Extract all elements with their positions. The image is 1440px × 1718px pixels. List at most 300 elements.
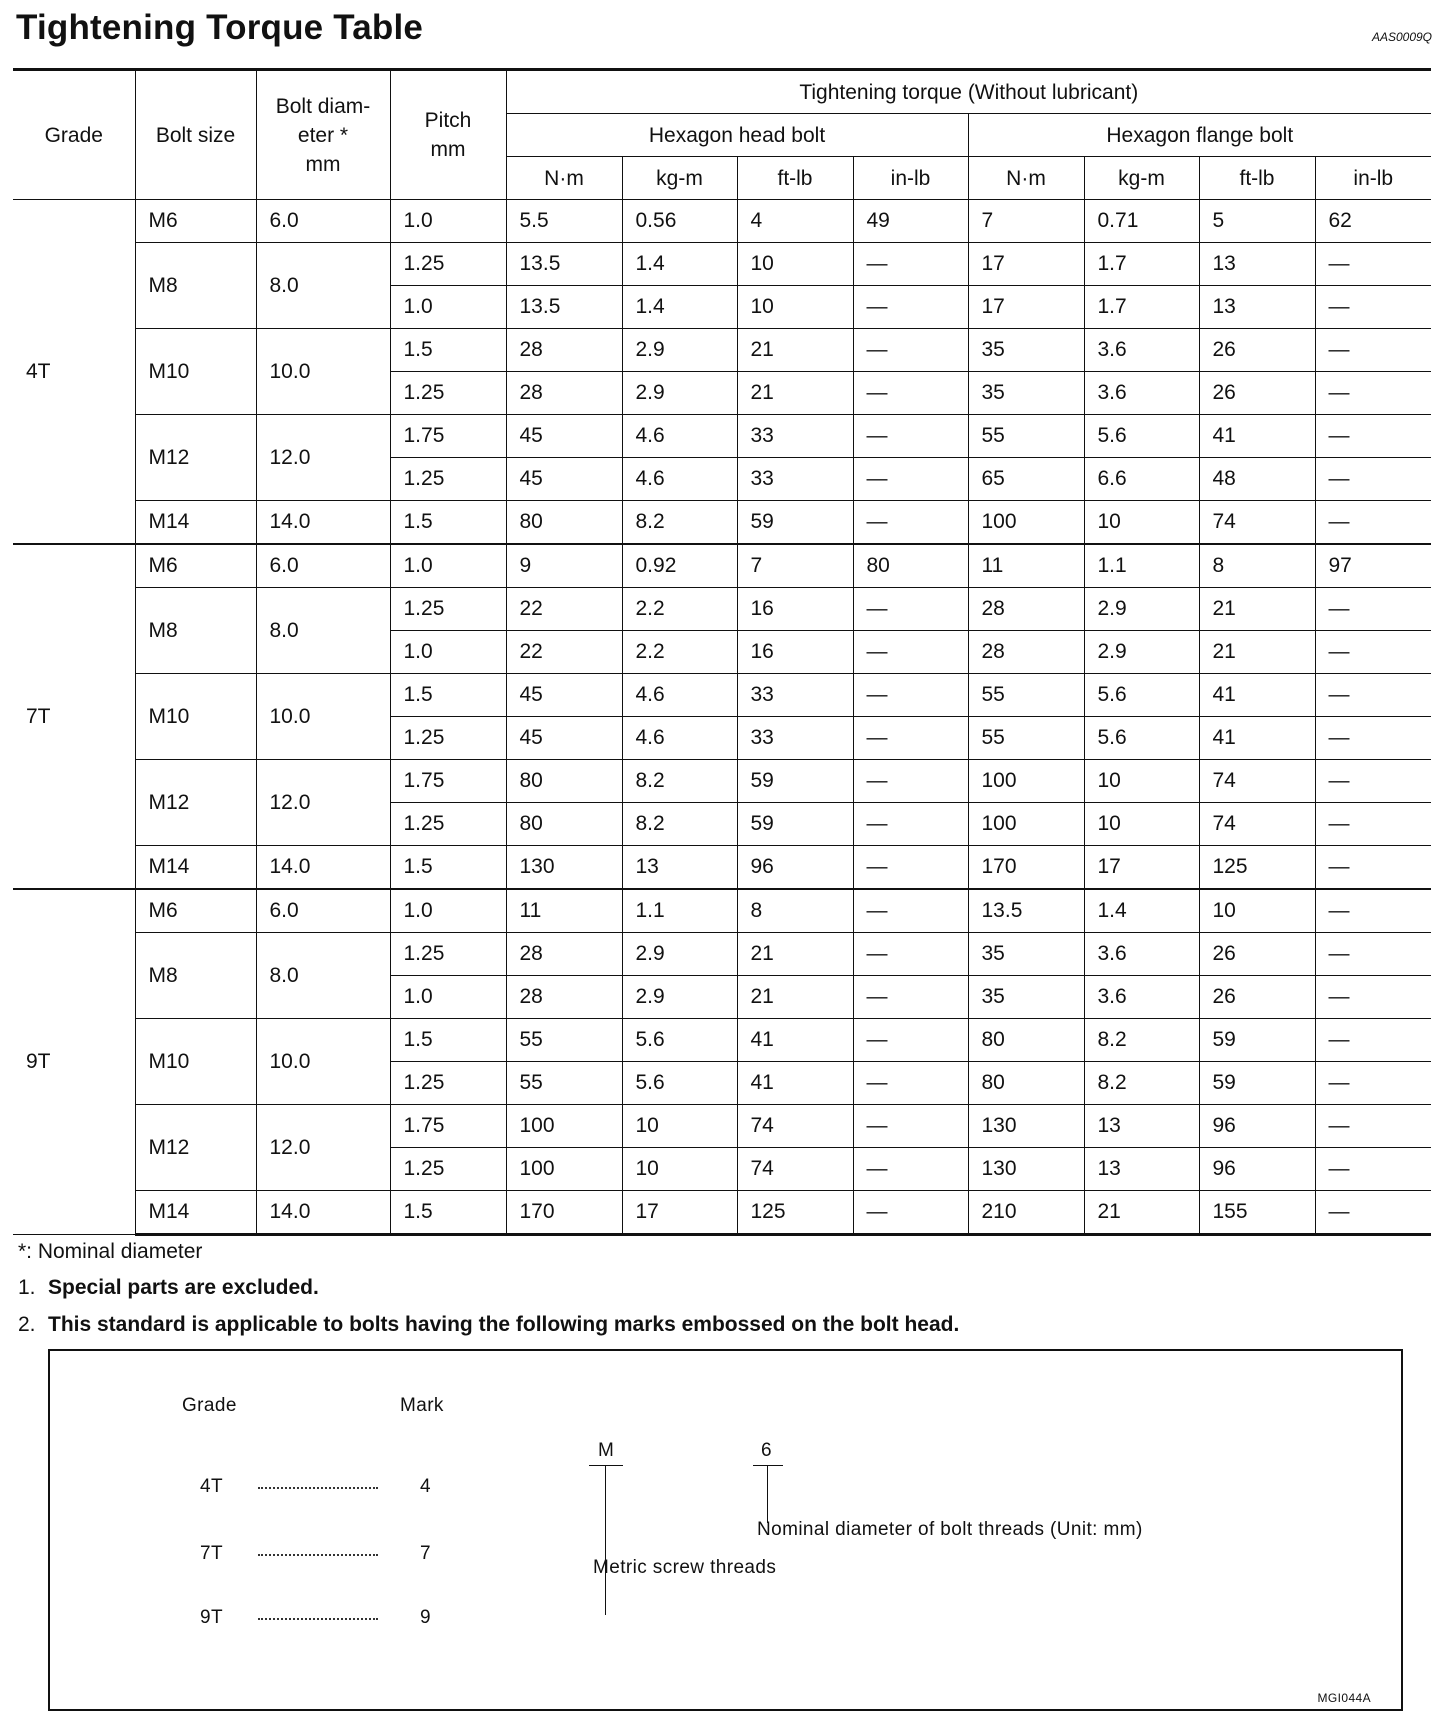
torque-value-cell: 155 (1199, 1191, 1315, 1235)
torque-value-cell: 80 (968, 1062, 1084, 1105)
table-row (13, 1191, 1431, 1235)
pitch-cell: 1.5 (390, 1191, 506, 1235)
grade-cell: 9T (13, 889, 135, 1235)
torque-value-cell: 55 (506, 1019, 622, 1062)
torque-value-cell: — (853, 933, 968, 976)
figure-grade: 9T (200, 1607, 223, 1628)
torque-value-cell: — (853, 1105, 968, 1148)
torque-value-cell: 41 (737, 1062, 853, 1105)
torque-value-cell: 3.6 (1084, 329, 1199, 372)
torque-value-cell: — (853, 760, 968, 803)
torque-value-cell: — (853, 1148, 968, 1191)
torque-value-cell: — (853, 415, 968, 458)
bolt-size-cell: M12 (135, 415, 256, 501)
pitch-cell: 1.25 (390, 933, 506, 976)
bolt-marks-figure (48, 1349, 1403, 1711)
torque-value-cell: 130 (506, 846, 622, 890)
figure-mark: 7 (420, 1543, 431, 1564)
torque-value-cell: 13 (622, 846, 737, 890)
torque-value-cell: 74 (1199, 501, 1315, 545)
torque-value-cell: 62 (1315, 200, 1431, 243)
symbol-6: 6 (761, 1440, 772, 1461)
pitch-cell: 1.0 (390, 976, 506, 1019)
figure-grade-header: Grade (182, 1395, 237, 1416)
torque-value-cell: — (853, 803, 968, 846)
header-bolt-size: Bolt size (135, 70, 256, 200)
torque-value-cell: 5.6 (622, 1019, 737, 1062)
torque-value-cell: — (853, 588, 968, 631)
torque-value-cell: — (853, 501, 968, 545)
torque-value-cell: 80 (506, 803, 622, 846)
torque-value-cell: 35 (968, 933, 1084, 976)
torque-value-cell: 35 (968, 372, 1084, 415)
torque-value-cell: — (1315, 1105, 1431, 1148)
torque-value-cell: 5.6 (622, 1062, 737, 1105)
torque-value-cell: — (1315, 458, 1431, 501)
torque-value-cell: 4.6 (622, 674, 737, 717)
torque-value-cell: 45 (506, 717, 622, 760)
header-tightening-torque: Tightening torque (Without lubricant) (506, 70, 1431, 114)
torque-value-cell: 10 (622, 1148, 737, 1191)
torque-value-cell: 96 (737, 846, 853, 890)
bolt-diameter-cell: 8.0 (256, 933, 390, 1019)
header-unit: N·m (506, 157, 622, 200)
note-item (18, 1313, 959, 1337)
table-row (13, 760, 1431, 803)
torque-value-cell: 5 (1199, 200, 1315, 243)
pitch-cell: 1.5 (390, 329, 506, 372)
note-item (18, 1276, 959, 1300)
torque-value-cell: — (853, 846, 968, 890)
torque-value-cell: — (853, 1019, 968, 1062)
torque-value-cell: 1.1 (622, 889, 737, 933)
torque-value-cell: 26 (1199, 976, 1315, 1019)
torque-value-cell: — (853, 674, 968, 717)
torque-value-cell: 21 (1199, 588, 1315, 631)
symbol-6-underline (753, 1465, 783, 1466)
bolt-diameter-cell: 10.0 (256, 329, 390, 415)
pitch-cell: 1.25 (390, 717, 506, 760)
torque-value-cell: — (1315, 372, 1431, 415)
torque-value-cell: 41 (1199, 717, 1315, 760)
table-row (13, 588, 1431, 631)
torque-value-cell: 16 (737, 631, 853, 674)
torque-value-cell: 130 (968, 1148, 1084, 1191)
torque-value-cell: 13 (1084, 1148, 1199, 1191)
pitch-cell: 1.5 (390, 846, 506, 890)
bolt-diameter-cell: 12.0 (256, 760, 390, 846)
torque-value-cell: — (1315, 717, 1431, 760)
torque-value-cell: — (1315, 674, 1431, 717)
torque-value-cell: 100 (506, 1148, 622, 1191)
header-unit: in-lb (1315, 157, 1431, 200)
torque-value-cell: 13 (1084, 1105, 1199, 1148)
torque-value-cell: — (853, 329, 968, 372)
pitch-cell: 1.25 (390, 1062, 506, 1105)
torque-value-cell: 13.5 (506, 286, 622, 329)
torque-value-cell: 22 (506, 588, 622, 631)
table-header (13, 70, 1431, 200)
bolt-size-cell: M6 (135, 544, 256, 588)
torque-value-cell: 59 (737, 760, 853, 803)
torque-value-cell: 100 (968, 803, 1084, 846)
torque-value-cell: 8.2 (1084, 1019, 1199, 1062)
torque-value-cell: 5.6 (1084, 415, 1199, 458)
table-row (13, 200, 1431, 243)
torque-value-cell: 1.4 (1084, 889, 1199, 933)
dotted-leader (258, 1487, 378, 1489)
torque-value-cell: 55 (968, 717, 1084, 760)
torque-value-cell: 0.56 (622, 200, 737, 243)
torque-value-cell: — (1315, 631, 1431, 674)
bolt-diameter-cell: 8.0 (256, 243, 390, 329)
note-nominal-diameter: *: Nominal diameter (18, 1240, 203, 1263)
bolt-diameter-cell: 8.0 (256, 588, 390, 674)
table-row (13, 501, 1431, 545)
pitch-cell: 1.5 (390, 501, 506, 545)
torque-value-cell: 5.6 (1084, 717, 1199, 760)
torque-value-cell: — (853, 243, 968, 286)
bolt-diameter-cell: 12.0 (256, 1105, 390, 1191)
symbol-m-underline (589, 1465, 623, 1466)
torque-value-cell: 41 (1199, 415, 1315, 458)
torque-value-cell: — (1315, 846, 1431, 890)
torque-value-cell: 10 (1084, 501, 1199, 545)
torque-value-cell: 74 (1199, 760, 1315, 803)
pitch-cell: 1.25 (390, 588, 506, 631)
torque-value-cell: 59 (737, 501, 853, 545)
torque-value-cell: 125 (1199, 846, 1315, 890)
torque-value-cell: 5.6 (1084, 674, 1199, 717)
bolt-diameter-cell: 14.0 (256, 846, 390, 890)
torque-value-cell: 22 (506, 631, 622, 674)
bolt-diameter-cell: 14.0 (256, 1191, 390, 1235)
torque-value-cell: 10 (1084, 803, 1199, 846)
torque-value-cell: 21 (737, 329, 853, 372)
figure-mark: 9 (420, 1607, 431, 1628)
table-row (13, 329, 1431, 372)
torque-value-cell: 4.6 (622, 415, 737, 458)
torque-value-cell: 2.2 (622, 631, 737, 674)
bolt-size-cell: M14 (135, 846, 256, 890)
torque-value-cell: 74 (1199, 803, 1315, 846)
header-unit: kg-m (1084, 157, 1199, 200)
bolt-diameter-cell: 6.0 (256, 200, 390, 243)
bolt-diameter-cell: 6.0 (256, 889, 390, 933)
header-unit: ft-lb (737, 157, 853, 200)
pitch-cell: 1.5 (390, 674, 506, 717)
bolt-diameter-cell: 10.0 (256, 1019, 390, 1105)
torque-value-cell: — (853, 372, 968, 415)
bolt-diameter-cell: 14.0 (256, 501, 390, 545)
torque-value-cell: 13 (1199, 286, 1315, 329)
bolt-size-cell: M6 (135, 200, 256, 243)
torque-value-cell: 4.6 (622, 717, 737, 760)
torque-value-cell: — (1315, 286, 1431, 329)
torque-value-cell: 35 (968, 976, 1084, 1019)
table-row (13, 243, 1431, 286)
torque-value-cell: 1.7 (1084, 286, 1199, 329)
torque-value-cell: 80 (853, 544, 968, 588)
torque-value-cell: — (1315, 415, 1431, 458)
torque-value-cell: 100 (968, 501, 1084, 545)
bolt-size-cell: M8 (135, 243, 256, 329)
table-row (13, 674, 1431, 717)
torque-value-cell: 33 (737, 415, 853, 458)
torque-value-cell: 80 (506, 501, 622, 545)
torque-value-cell: 17 (1084, 846, 1199, 890)
figure-code: MGI044A (1317, 1691, 1371, 1705)
bolt-size-cell: M12 (135, 1105, 256, 1191)
torque-value-cell: — (1315, 803, 1431, 846)
bolt-size-cell: M10 (135, 329, 256, 415)
torque-value-cell: 74 (737, 1105, 853, 1148)
torque-value-cell: 2.9 (622, 372, 737, 415)
figure-grade: 7T (200, 1543, 223, 1564)
torque-value-cell: 2.9 (1084, 631, 1199, 674)
torque-value-cell: — (1315, 1019, 1431, 1062)
torque-value-cell: 13 (1199, 243, 1315, 286)
bolt-diameter-cell: 6.0 (256, 544, 390, 588)
torque-value-cell: 10 (1199, 889, 1315, 933)
torque-value-cell: — (853, 631, 968, 674)
torque-value-cell: 21 (737, 372, 853, 415)
torque-value-cell: — (1315, 1148, 1431, 1191)
torque-value-cell: — (1315, 588, 1431, 631)
pitch-cell: 1.25 (390, 803, 506, 846)
torque-value-cell: 65 (968, 458, 1084, 501)
header-hexagon-flange-bolt: Hexagon flange bolt (968, 114, 1431, 157)
pitch-cell: 1.25 (390, 243, 506, 286)
torque-value-cell: 97 (1315, 544, 1431, 588)
torque-value-cell: 55 (968, 674, 1084, 717)
pitch-cell: 1.0 (390, 286, 506, 329)
note-text: This standard is applicable to bolts having the following marks embossed on the bolt head. (48, 1313, 960, 1336)
torque-value-cell: 55 (968, 415, 1084, 458)
torque-value-cell: 80 (506, 760, 622, 803)
torque-value-cell: — (853, 1062, 968, 1105)
torque-value-cell: 28 (506, 372, 622, 415)
torque-value-cell: 26 (1199, 933, 1315, 976)
torque-value-cell: — (1315, 1191, 1431, 1235)
torque-value-cell: 80 (968, 1019, 1084, 1062)
torque-value-cell: — (1315, 760, 1431, 803)
torque-value-cell: 2.9 (622, 329, 737, 372)
table-row (13, 544, 1431, 588)
torque-value-cell: 49 (853, 200, 968, 243)
torque-value-cell: 41 (737, 1019, 853, 1062)
torque-value-cell: 13.5 (968, 889, 1084, 933)
torque-value-cell: 2.9 (1084, 588, 1199, 631)
torque-value-cell: 17 (622, 1191, 737, 1235)
header-unit: kg-m (622, 157, 737, 200)
header-grade: Grade (13, 70, 135, 200)
torque-value-cell: — (853, 458, 968, 501)
torque-value-cell: 45 (506, 458, 622, 501)
torque-value-cell: 2.9 (622, 976, 737, 1019)
torque-value-cell: — (1315, 501, 1431, 545)
pitch-cell: 1.0 (390, 631, 506, 674)
torque-value-cell: — (1315, 889, 1431, 933)
torque-value-cell: 4.6 (622, 458, 737, 501)
torque-value-cell: 17 (968, 243, 1084, 286)
torque-value-cell: 8.2 (1084, 1062, 1199, 1105)
torque-value-cell: 33 (737, 458, 853, 501)
notes (18, 1240, 959, 1350)
table-body (13, 200, 1431, 1235)
torque-value-cell: 11 (968, 544, 1084, 588)
torque-value-cell: 100 (968, 760, 1084, 803)
pitch-cell: 1.25 (390, 372, 506, 415)
note-text: Special parts are excluded. (48, 1276, 319, 1299)
pitch-cell: 1.25 (390, 458, 506, 501)
torque-value-cell: 21 (1199, 631, 1315, 674)
table-row (13, 889, 1431, 933)
torque-value-cell: 7 (737, 544, 853, 588)
torque-value-cell: 28 (968, 588, 1084, 631)
torque-value-cell: 28 (506, 329, 622, 372)
torque-value-cell: — (853, 976, 968, 1019)
torque-value-cell: 8 (1199, 544, 1315, 588)
metric-screw-threads-label: Metric screw threads (593, 1557, 777, 1578)
torque-value-cell: 13.5 (506, 243, 622, 286)
torque-value-cell: 130 (968, 1105, 1084, 1148)
torque-value-cell: 35 (968, 329, 1084, 372)
torque-value-cell: 0.92 (622, 544, 737, 588)
torque-value-cell: 33 (737, 674, 853, 717)
torque-value-cell: — (1315, 329, 1431, 372)
torque-value-cell: 96 (1199, 1148, 1315, 1191)
torque-value-cell: 8.2 (622, 760, 737, 803)
torque-value-cell: — (853, 286, 968, 329)
dotted-leader (258, 1554, 378, 1556)
pitch-cell: 1.75 (390, 760, 506, 803)
torque-value-cell: 9 (506, 544, 622, 588)
torque-value-cell: 48 (1199, 458, 1315, 501)
torque-value-cell: 59 (1199, 1019, 1315, 1062)
torque-value-cell: 28 (968, 631, 1084, 674)
torque-value-cell: — (853, 717, 968, 760)
torque-value-cell: 210 (968, 1191, 1084, 1235)
torque-value-cell: 0.71 (1084, 200, 1199, 243)
bolt-diameter-cell: 10.0 (256, 674, 390, 760)
table-row (13, 415, 1431, 458)
torque-value-cell: — (1315, 1062, 1431, 1105)
header-hexagon-head-bolt: Hexagon head bolt (506, 114, 968, 157)
torque-value-cell: — (1315, 976, 1431, 1019)
torque-value-cell: 170 (506, 1191, 622, 1235)
torque-value-cell: 7 (968, 200, 1084, 243)
torque-value-cell: 74 (737, 1148, 853, 1191)
figure-mark: 4 (420, 1476, 431, 1497)
table-row (13, 1105, 1431, 1148)
torque-value-cell: 1.7 (1084, 243, 1199, 286)
torque-value-cell: 100 (506, 1105, 622, 1148)
torque-value-cell: — (1315, 933, 1431, 976)
torque-value-cell: — (853, 889, 968, 933)
bolt-size-cell: M12 (135, 760, 256, 846)
torque-value-cell: 8.2 (622, 501, 737, 545)
note-number: 2. (18, 1313, 36, 1336)
pitch-cell: 1.75 (390, 1105, 506, 1148)
bolt-size-cell: M8 (135, 588, 256, 674)
table-row (13, 846, 1431, 890)
torque-value-cell: 4 (737, 200, 853, 243)
header-unit: N·m (968, 157, 1084, 200)
page-title: Tightening Torque Table (16, 8, 424, 47)
metric-leader-line (605, 1465, 606, 1615)
torque-value-cell: 8.2 (622, 803, 737, 846)
torque-value-cell: 21 (737, 976, 853, 1019)
torque-value-cell: 125 (737, 1191, 853, 1235)
header-bolt-diameter: Bolt diam- eter * mm (256, 70, 390, 200)
nominal-leader-line (767, 1465, 768, 1523)
table-row (13, 933, 1431, 976)
torque-value-cell: 11 (506, 889, 622, 933)
torque-value-cell: 10 (737, 243, 853, 286)
torque-value-cell: 26 (1199, 372, 1315, 415)
torque-value-cell: 45 (506, 674, 622, 717)
torque-value-cell: 5.5 (506, 200, 622, 243)
symbol-m: M (598, 1440, 615, 1461)
torque-value-cell: 45 (506, 415, 622, 458)
torque-value-cell: 1.4 (622, 243, 737, 286)
grade-cell: 4T (13, 200, 135, 545)
torque-value-cell: 21 (1084, 1191, 1199, 1235)
torque-value-cell: 1.1 (1084, 544, 1199, 588)
torque-value-cell: — (1315, 243, 1431, 286)
torque-value-cell: — (853, 1191, 968, 1235)
torque-value-cell: 59 (1199, 1062, 1315, 1105)
dotted-leader (258, 1618, 378, 1620)
torque-value-cell: 41 (1199, 674, 1315, 717)
torque-table (13, 68, 1431, 1236)
torque-value-cell: 96 (1199, 1105, 1315, 1148)
torque-value-cell: 10 (1084, 760, 1199, 803)
torque-value-cell: 6.6 (1084, 458, 1199, 501)
torque-value-cell: 170 (968, 846, 1084, 890)
torque-value-cell: 28 (506, 933, 622, 976)
torque-value-cell: 17 (968, 286, 1084, 329)
torque-value-cell: 8 (737, 889, 853, 933)
bolt-size-cell: M14 (135, 501, 256, 545)
nominal-diameter-label: Nominal diameter of bolt threads (Unit: mm) (757, 1519, 1143, 1540)
header-unit: ft-lb (1199, 157, 1315, 200)
torque-value-cell: 10 (737, 286, 853, 329)
bolt-size-cell: M8 (135, 933, 256, 1019)
pitch-cell: 1.5 (390, 1019, 506, 1062)
torque-value-cell: 21 (737, 933, 853, 976)
bolt-size-cell: M10 (135, 1019, 256, 1105)
grade-cell: 7T (13, 544, 135, 889)
document-code: AAS0009Q (1371, 30, 1432, 44)
table-row (13, 1019, 1431, 1062)
figure-mark-header: Mark (400, 1395, 444, 1416)
pitch-cell: 1.25 (390, 1148, 506, 1191)
bolt-size-cell: M6 (135, 889, 256, 933)
torque-value-cell: 1.4 (622, 286, 737, 329)
pitch-cell: 1.0 (390, 889, 506, 933)
header-pitch: Pitch mm (390, 70, 506, 200)
torque-value-cell: 3.6 (1084, 976, 1199, 1019)
note-number: 1. (18, 1276, 36, 1299)
torque-value-cell: 2.9 (622, 933, 737, 976)
bolt-size-cell: M10 (135, 674, 256, 760)
pitch-cell: 1.0 (390, 200, 506, 243)
torque-value-cell: 16 (737, 588, 853, 631)
torque-value-cell: 33 (737, 717, 853, 760)
torque-value-cell: 55 (506, 1062, 622, 1105)
